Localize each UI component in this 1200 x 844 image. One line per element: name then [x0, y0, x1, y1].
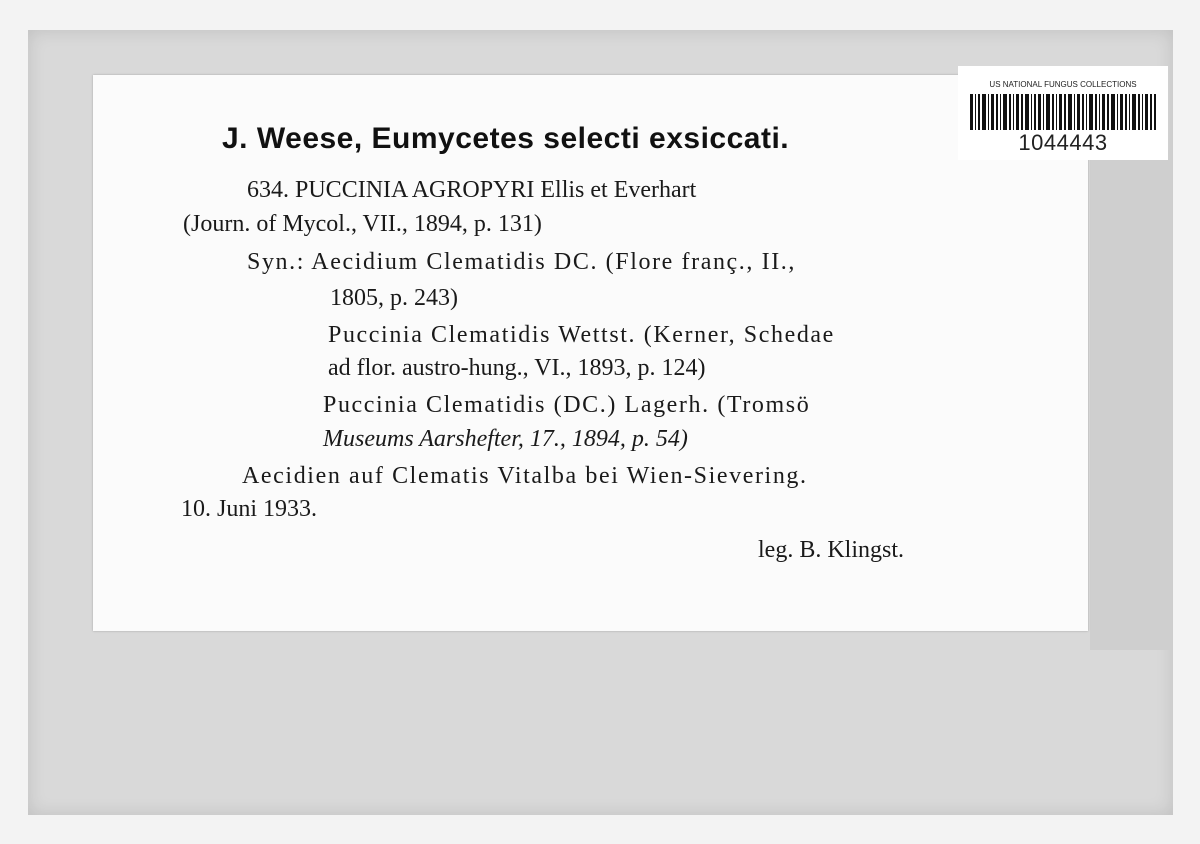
label-title: J. Weese, Eumycetes selecti exsiccati.: [222, 122, 790, 155]
collection-date: 10. Juni 1933.: [181, 496, 318, 522]
host-locality: Aecidien auf Clematis Vitalba bei Wien-Sievering.: [242, 463, 808, 489]
synonym-line-3-cont: Museums Aarshefter, 17., 1894, p. 54): [323, 426, 688, 452]
barcode-label: [958, 66, 1168, 160]
synonym-line-2: Puccinia Clematidis Wettst. (Kerner, Schedae: [328, 322, 835, 348]
barcode-collection-name: US NATIONAL FUNGUS COLLECTIONS: [989, 80, 1137, 89]
barcode-icon: [970, 94, 1156, 130]
synonym-line-3: Puccinia Clematidis (DC.) Lagerh. (Tromsö: [323, 392, 811, 418]
synonym-line-1: Syn.: Aecidium Clematidis DC. (Flore franç., II.,: [247, 249, 796, 275]
specimen-label: [93, 75, 1088, 631]
species-name: 634. PUCCINIA AGROPYRI Ellis et Everhart: [247, 177, 697, 203]
species-citation: (Journ. of Mycol., VII., 1894, p. 131): [183, 211, 542, 237]
synonym-line-1-cont: 1805, p. 243): [330, 285, 458, 311]
synonym-line-2-cont: ad flor. austro-hung., VI., 1893, p. 124): [328, 355, 706, 381]
sheet-shadow: [1090, 150, 1170, 650]
collector: leg. B. Klingst.: [758, 537, 905, 563]
barcode-number: 1044443: [1018, 130, 1108, 155]
